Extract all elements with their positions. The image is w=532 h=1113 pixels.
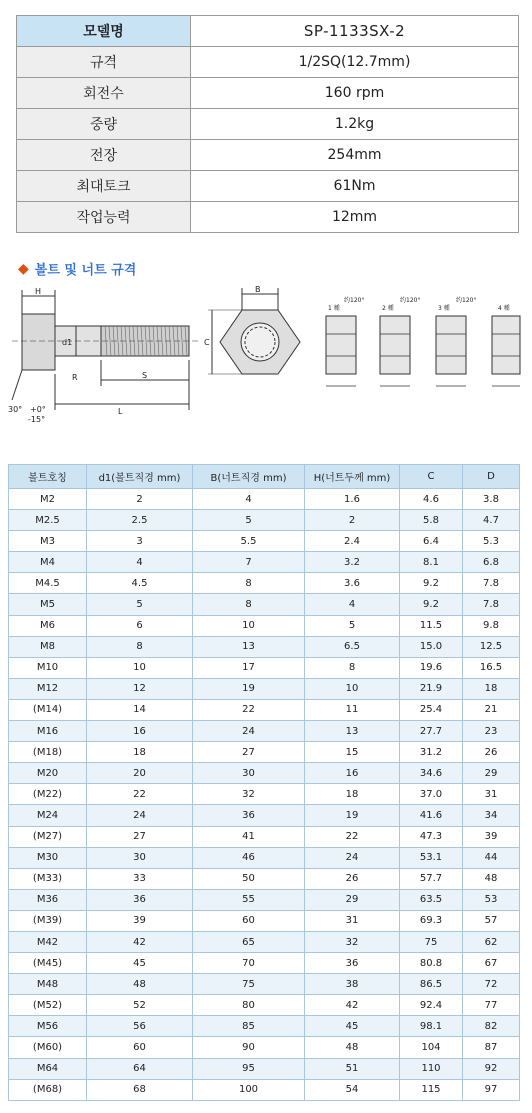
table-cell: 26	[305, 868, 400, 889]
size-table-header-row	[9, 465, 520, 489]
table-row	[9, 974, 520, 995]
table-cell: 4	[305, 594, 400, 615]
table-cell: 39	[87, 910, 193, 931]
table-cell: 48	[463, 868, 520, 889]
table-cell: 64	[87, 1058, 193, 1079]
table-cell: 32	[305, 931, 400, 952]
table-cell: 16.5	[463, 657, 520, 678]
table-cell: 110	[400, 1058, 463, 1079]
table-cell: 20	[87, 763, 193, 784]
table-cell: 62	[463, 931, 520, 952]
label-c: C	[204, 338, 210, 347]
table-cell: 19	[305, 805, 400, 826]
table-cell: 31.2	[400, 742, 463, 763]
table-cell: M64	[9, 1058, 87, 1079]
spec-table-body	[17, 16, 519, 233]
table-cell: M20	[9, 763, 87, 784]
table-cell: 12	[87, 678, 193, 699]
table-cell: 100	[193, 1079, 305, 1100]
table-cell: 22	[305, 826, 400, 847]
bolt-head	[22, 314, 55, 370]
spec-key: 회전수	[17, 78, 191, 109]
nut-type3	[436, 316, 466, 374]
table-cell: M56	[9, 1016, 87, 1037]
section-heading	[18, 259, 136, 278]
table-cell: 98.1	[400, 1016, 463, 1037]
table-cell: 82	[463, 1016, 520, 1037]
table-cell: 37.0	[400, 784, 463, 805]
size-table-header-cell: H(너트두께 mm)	[305, 465, 400, 489]
table-cell: 85	[193, 1016, 305, 1037]
table-cell: 57	[463, 910, 520, 931]
table-cell: 2.4	[305, 531, 400, 552]
table-cell: 11.5	[400, 615, 463, 636]
table-cell: 86.5	[400, 974, 463, 995]
table-cell: 63.5	[400, 889, 463, 910]
table-cell: 8	[305, 657, 400, 678]
table-cell: 10	[193, 615, 305, 636]
table-cell: 3.8	[463, 489, 520, 510]
table-cell: 47.3	[400, 826, 463, 847]
table-cell: M16	[9, 721, 87, 742]
table-cell: (M60)	[9, 1037, 87, 1058]
spec-value: 61Nm	[191, 171, 519, 202]
label-type2: 2 種	[382, 305, 394, 312]
table-cell: 92	[463, 1058, 520, 1079]
table-cell: 19.6	[400, 657, 463, 678]
table-cell: 53.1	[400, 847, 463, 868]
table-cell: 26	[463, 742, 520, 763]
table-row	[9, 784, 520, 805]
table-cell: 9.2	[400, 594, 463, 615]
table-cell: 31	[305, 910, 400, 931]
table-cell: 10	[305, 678, 400, 699]
label-angle-type1: 约120°	[344, 297, 365, 304]
table-cell: 55	[193, 889, 305, 910]
table-cell: 5.5	[193, 531, 305, 552]
table-row	[9, 636, 520, 657]
spec-row	[17, 47, 519, 78]
label-h: H	[35, 287, 42, 296]
spec-value: 12mm	[191, 202, 519, 233]
table-cell: M6	[9, 615, 87, 636]
table-cell: 31	[463, 784, 520, 805]
label-type1: 1 種	[328, 305, 340, 312]
table-cell: 87	[463, 1037, 520, 1058]
table-cell: (M27)	[9, 826, 87, 847]
table-cell: (M22)	[9, 784, 87, 805]
table-cell: (M68)	[9, 1079, 87, 1100]
table-cell: M8	[9, 636, 87, 657]
table-cell: 60	[87, 1037, 193, 1058]
table-cell: 60	[193, 910, 305, 931]
table-cell: 80	[193, 995, 305, 1016]
table-cell: 36	[87, 889, 193, 910]
label-tol-plus: +0°	[30, 405, 46, 414]
label-d1: d1	[62, 338, 73, 347]
table-cell: 27	[87, 826, 193, 847]
table-cell: M12	[9, 678, 87, 699]
table-cell: 19	[193, 678, 305, 699]
spec-key: 규격	[17, 47, 191, 78]
table-row	[9, 657, 520, 678]
label-type3: 3 種	[438, 305, 450, 312]
table-cell: 48	[87, 974, 193, 995]
table-cell: 42	[87, 931, 193, 952]
table-cell: 70	[193, 953, 305, 974]
table-row	[9, 868, 520, 889]
table-cell: 22	[87, 784, 193, 805]
table-cell: 7.8	[463, 573, 520, 594]
nut-type2	[380, 316, 410, 374]
table-cell: 48	[305, 1037, 400, 1058]
table-cell: 8	[87, 636, 193, 657]
table-cell: 16	[87, 721, 193, 742]
table-cell: 2	[87, 489, 193, 510]
table-row	[9, 826, 520, 847]
table-cell: 18	[305, 784, 400, 805]
table-cell: 8	[193, 594, 305, 615]
spec-row	[17, 16, 519, 47]
table-cell: 72	[463, 974, 520, 995]
table-cell: 115	[400, 1079, 463, 1100]
table-cell: 67	[463, 953, 520, 974]
table-cell: M36	[9, 889, 87, 910]
spec-table	[16, 15, 519, 233]
table-cell: 9.8	[463, 615, 520, 636]
table-cell: 11	[305, 699, 400, 720]
table-row	[9, 531, 520, 552]
table-cell: 75	[193, 974, 305, 995]
spec-key: 작업능력	[17, 202, 191, 233]
label-angle: 30°	[8, 405, 23, 414]
table-cell: (M39)	[9, 910, 87, 931]
table-cell: 30	[193, 763, 305, 784]
table-row	[9, 742, 520, 763]
table-cell: (M18)	[9, 742, 87, 763]
table-cell: 34	[463, 805, 520, 826]
bolt-nut-drawing	[8, 282, 526, 434]
table-cell: 18	[87, 742, 193, 763]
spec-key: 전장	[17, 140, 191, 171]
size-table-header-cell: 볼트호칭	[9, 465, 87, 489]
table-cell: 3	[87, 531, 193, 552]
table-cell: 9.2	[400, 573, 463, 594]
table-row	[9, 995, 520, 1016]
table-cell: 15.0	[400, 636, 463, 657]
table-cell: 57.7	[400, 868, 463, 889]
table-cell: 4.7	[463, 510, 520, 531]
size-table-header-cell: d1(볼트직경 mm)	[87, 465, 193, 489]
table-cell: 24	[193, 721, 305, 742]
table-cell: 3.2	[305, 552, 400, 573]
table-cell: 6.8	[463, 552, 520, 573]
table-row	[9, 510, 520, 531]
table-cell: M10	[9, 657, 87, 678]
table-cell: M4	[9, 552, 87, 573]
label-angle-type2: 约120°	[400, 297, 421, 304]
table-cell: 75	[400, 931, 463, 952]
table-cell: 18	[463, 678, 520, 699]
table-cell: 4.6	[400, 489, 463, 510]
table-cell: 33	[87, 868, 193, 889]
table-cell: 3.6	[305, 573, 400, 594]
table-cell: 56	[87, 1016, 193, 1037]
label-r: R	[72, 373, 78, 382]
table-cell: 4	[193, 489, 305, 510]
size-table-body	[9, 489, 520, 1101]
table-cell: 90	[193, 1037, 305, 1058]
table-cell: 77	[463, 995, 520, 1016]
table-row	[9, 721, 520, 742]
spec-row	[17, 140, 519, 171]
label-type4: 4 種	[498, 305, 510, 312]
label-tol-minus: -15°	[28, 415, 46, 424]
table-cell: (M33)	[9, 868, 87, 889]
table-row	[9, 1058, 520, 1079]
table-cell: 4.5	[87, 573, 193, 594]
table-cell: 54	[305, 1079, 400, 1100]
table-cell: 7.8	[463, 594, 520, 615]
table-cell: 24	[305, 847, 400, 868]
spec-value: SP-1133SX-2	[191, 16, 519, 47]
spec-key: 최대토크	[17, 171, 191, 202]
table-cell: M5	[9, 594, 87, 615]
label-b: B	[255, 285, 261, 294]
spec-value: 1/2SQ(12.7mm)	[191, 47, 519, 78]
table-cell: 39	[463, 826, 520, 847]
table-cell: (M45)	[9, 953, 87, 974]
table-cell: M4.5	[9, 573, 87, 594]
table-row	[9, 678, 520, 699]
table-cell: 104	[400, 1037, 463, 1058]
table-cell: 1.6	[305, 489, 400, 510]
spec-value: 160 rpm	[191, 78, 519, 109]
table-cell: M3	[9, 531, 87, 552]
nut-type1	[326, 316, 356, 374]
table-cell: 8.1	[400, 552, 463, 573]
table-cell: 15	[305, 742, 400, 763]
table-cell: M2.5	[9, 510, 87, 531]
table-cell: 92.4	[400, 995, 463, 1016]
spec-row	[17, 78, 519, 109]
table-cell: 5	[87, 594, 193, 615]
table-row	[9, 489, 520, 510]
table-row	[9, 573, 520, 594]
table-cell: 8	[193, 573, 305, 594]
table-cell: 50	[193, 868, 305, 889]
table-row	[9, 1016, 520, 1037]
table-cell: 5	[305, 615, 400, 636]
table-row	[9, 847, 520, 868]
table-cell: 4	[87, 552, 193, 573]
spec-row	[17, 202, 519, 233]
bullet-icon: ◆	[18, 260, 29, 277]
spec-value: 254mm	[191, 140, 519, 171]
table-cell: 13	[305, 721, 400, 742]
table-cell: 5	[193, 510, 305, 531]
nut-type4	[492, 316, 520, 374]
table-cell: 52	[87, 995, 193, 1016]
table-row	[9, 552, 520, 573]
table-cell: 5.8	[400, 510, 463, 531]
spec-value: 1.2kg	[191, 109, 519, 140]
table-cell: 97	[463, 1079, 520, 1100]
spec-key: 중량	[17, 109, 191, 140]
table-cell: 80.8	[400, 953, 463, 974]
section-title: 볼트 및 너트 규격	[34, 263, 137, 278]
table-row	[9, 763, 520, 784]
table-row	[9, 931, 520, 952]
table-cell: 27.7	[400, 721, 463, 742]
table-cell: 10	[87, 657, 193, 678]
size-table-header-cell: D	[463, 465, 520, 489]
table-cell: 53	[463, 889, 520, 910]
table-cell: 6.5	[305, 636, 400, 657]
table-cell: 51	[305, 1058, 400, 1079]
table-cell: 65	[193, 931, 305, 952]
table-cell: 45	[87, 953, 193, 974]
table-cell: 12.5	[463, 636, 520, 657]
table-cell: 29	[305, 889, 400, 910]
table-cell: M30	[9, 847, 87, 868]
table-cell: (M52)	[9, 995, 87, 1016]
spec-key: 모델명	[17, 16, 191, 47]
table-cell: 41	[193, 826, 305, 847]
table-cell: 44	[463, 847, 520, 868]
table-cell: 42	[305, 995, 400, 1016]
table-cell: 69.3	[400, 910, 463, 931]
spec-row	[17, 109, 519, 140]
table-cell: 22	[193, 699, 305, 720]
table-cell: M2	[9, 489, 87, 510]
table-cell: 46	[193, 847, 305, 868]
table-row	[9, 1037, 520, 1058]
table-cell: 21.9	[400, 678, 463, 699]
table-cell: 2	[305, 510, 400, 531]
table-cell: 16	[305, 763, 400, 784]
bolt-size-table	[8, 464, 520, 1101]
table-cell: 36	[193, 805, 305, 826]
spec-row	[17, 171, 519, 202]
size-table-header-cell: C	[400, 465, 463, 489]
table-cell: 2.5	[87, 510, 193, 531]
label-angle-type3: 约120°	[456, 297, 477, 304]
table-row	[9, 805, 520, 826]
label-s: S	[142, 371, 148, 380]
size-table-header-cell: B(너트직경 mm)	[193, 465, 305, 489]
table-cell: 30	[87, 847, 193, 868]
table-cell: 32	[193, 784, 305, 805]
table-cell: 68	[87, 1079, 193, 1100]
table-row	[9, 615, 520, 636]
table-cell: 45	[305, 1016, 400, 1037]
table-cell: 6.4	[400, 531, 463, 552]
table-cell: M24	[9, 805, 87, 826]
table-row	[9, 910, 520, 931]
table-row	[9, 1079, 520, 1100]
table-cell: M42	[9, 931, 87, 952]
table-cell: 38	[305, 974, 400, 995]
table-cell: 34.6	[400, 763, 463, 784]
table-cell: 95	[193, 1058, 305, 1079]
table-cell: 13	[193, 636, 305, 657]
table-row	[9, 889, 520, 910]
table-cell: 21	[463, 699, 520, 720]
table-row	[9, 594, 520, 615]
table-cell: 6	[87, 615, 193, 636]
table-cell: 14	[87, 699, 193, 720]
table-row	[9, 953, 520, 974]
table-cell: 7	[193, 552, 305, 573]
table-cell: 41.6	[400, 805, 463, 826]
table-cell: 36	[305, 953, 400, 974]
table-cell: (M14)	[9, 699, 87, 720]
table-row	[9, 699, 520, 720]
table-cell: 24	[87, 805, 193, 826]
table-cell: 5.3	[463, 531, 520, 552]
table-cell: 23	[463, 721, 520, 742]
table-cell: 25.4	[400, 699, 463, 720]
table-cell: 27	[193, 742, 305, 763]
table-cell: 17	[193, 657, 305, 678]
table-cell: 29	[463, 763, 520, 784]
table-cell: M48	[9, 974, 87, 995]
label-l: L	[118, 407, 123, 416]
